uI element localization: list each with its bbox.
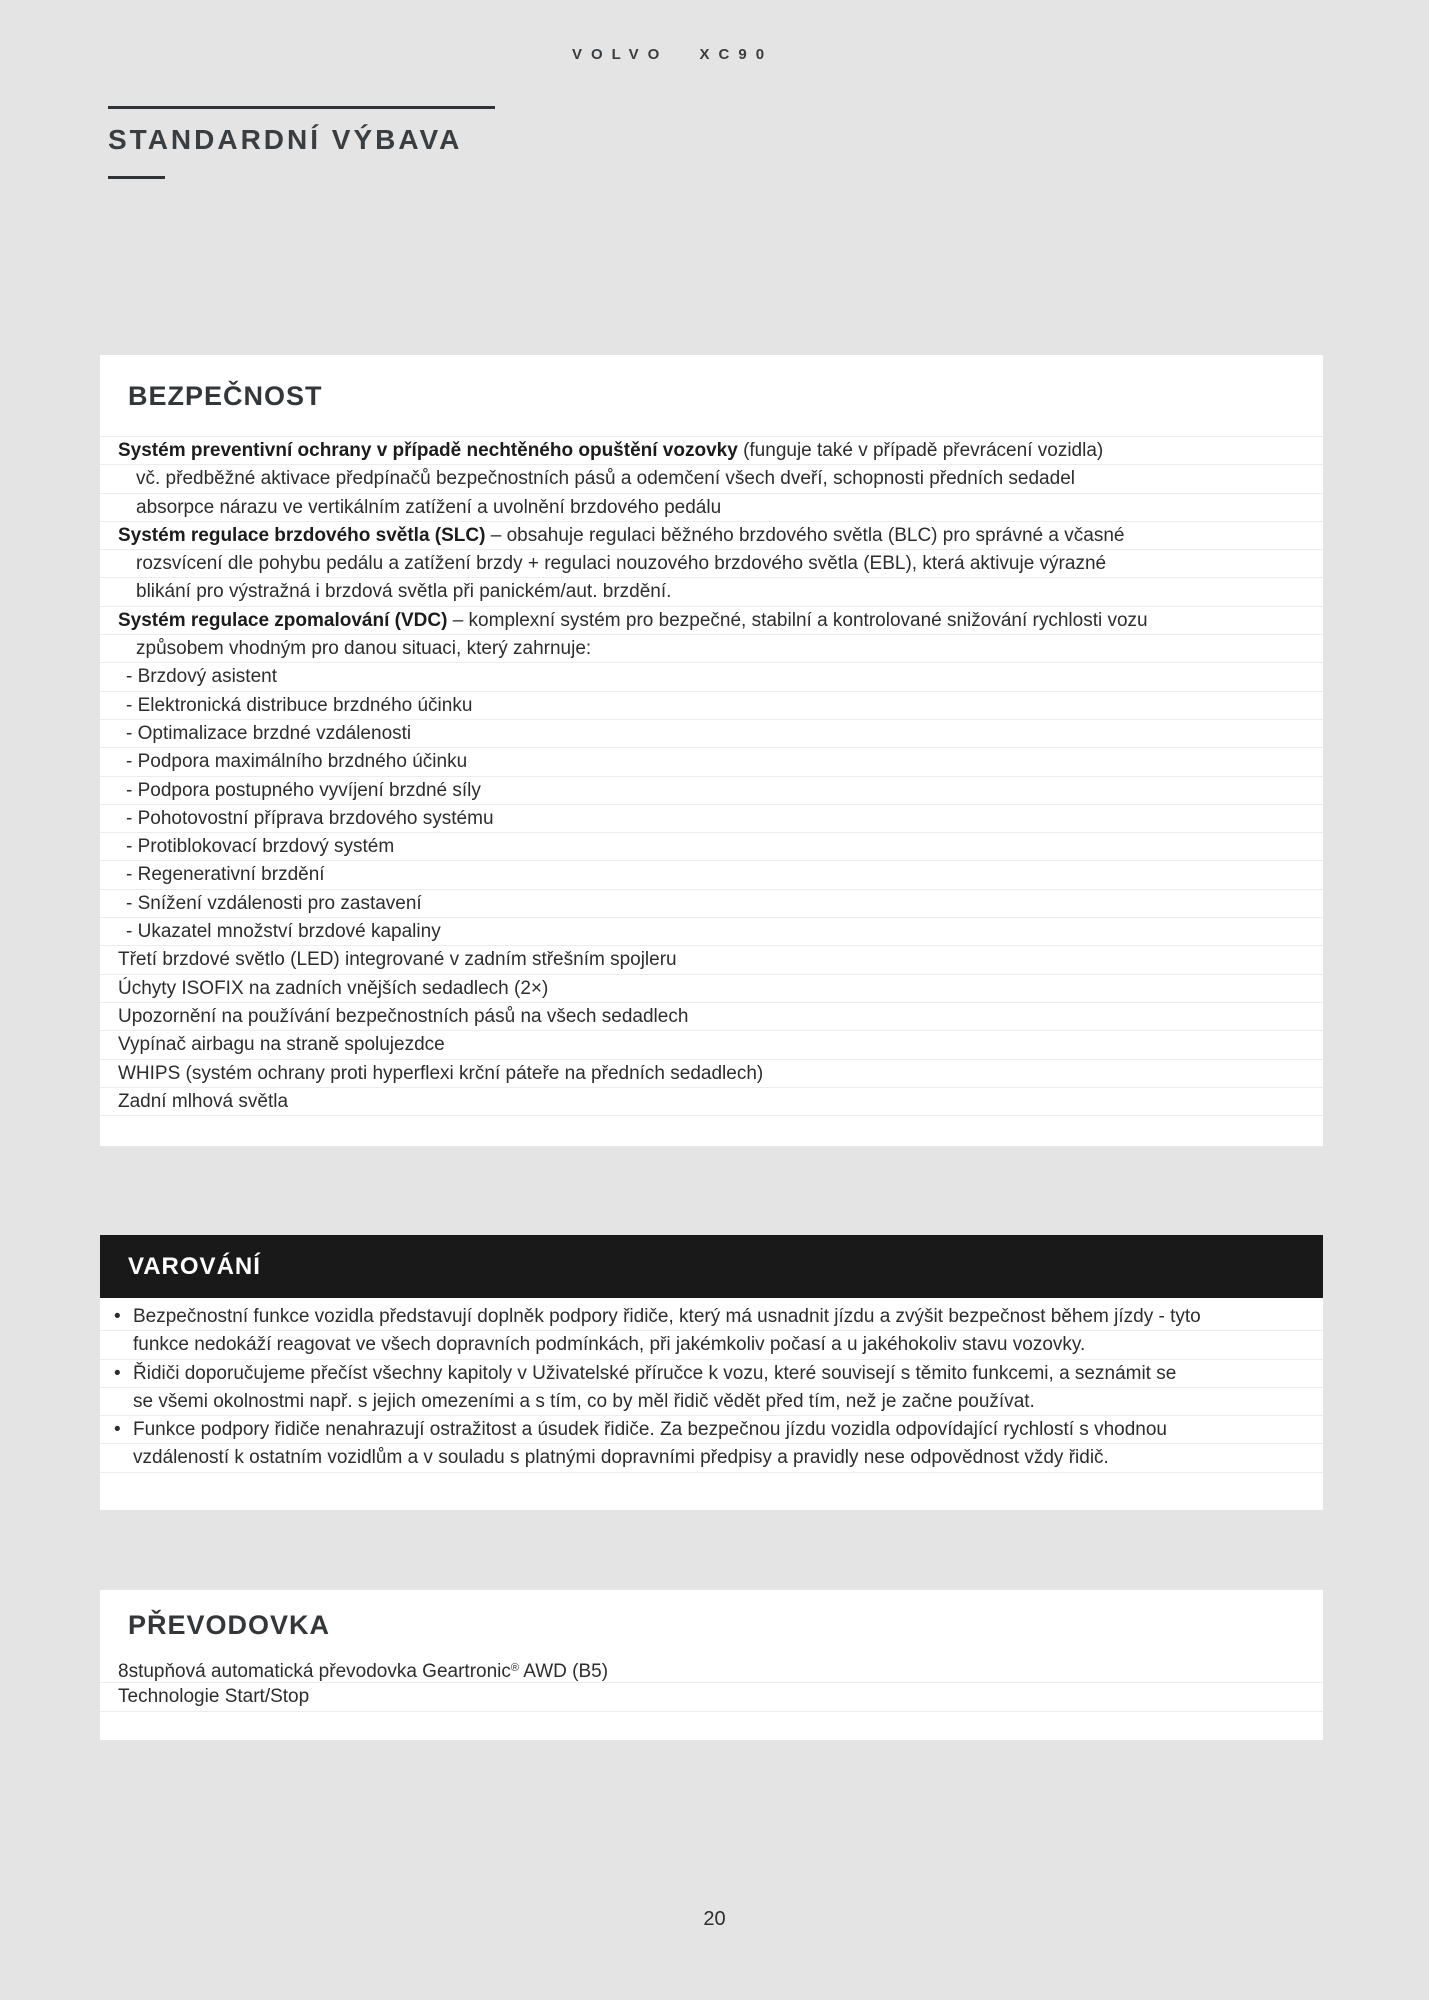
bullet-icon: • xyxy=(114,1362,121,1384)
safety-feature-row: Systém regulace brzdového světla (SLC) – obsahuje regulaci běžného brzdového světla (BLC) pro správné a včasné xyxy=(100,522,1323,550)
section-title-safety: BEZPEČNOST xyxy=(128,381,323,411)
transmission-feature-list xyxy=(100,1655,1323,1712)
safety-feature-row: Třetí brzdové světlo (LED) integrované v zadním střešním spojleru xyxy=(100,946,1323,974)
safety-feature-row: - Podpora maximálního brzdného účinku xyxy=(100,748,1323,776)
warning-row: se všemi okolnostmi např. s jejich omezeními a s tím, co by měl řidič vědět před tím, než je začne používat. xyxy=(100,1388,1323,1416)
safety-feature-row: - Brzdový asistent xyxy=(100,663,1323,691)
safety-feature-row: - Podpora postupného vyvíjení brzdné síly xyxy=(100,777,1323,805)
warning-row: • Řidiči doporučujeme přečíst všechny kapitoly v Uživatelské příručce k vozu, které souvisejí s těmito funkcemi, a seznámit se xyxy=(100,1360,1323,1388)
safety-feature-list xyxy=(100,436,1323,1116)
safety-feature-row: absorpce nárazu ve vertikálním zatížení a uvolnění brzdového pedálu xyxy=(100,494,1323,522)
warning-header-bar xyxy=(100,1235,1323,1298)
safety-feature-row: - Optimalizace brzdné vzdálenosti xyxy=(100,720,1323,748)
warning-row: vzdáleností k ostatním vozidlům a v souladu s platnými dopravními předpisy a pravidly nese odpovědnost vždy řidič. xyxy=(100,1444,1323,1472)
transmission-feature-row: 8stupňová automatická převodovka Geartronic® AWD (B5) xyxy=(100,1655,1323,1683)
title-rule-bottom xyxy=(108,176,165,179)
transmission-feature-row: Technologie Start/Stop xyxy=(100,1683,1323,1711)
warning-list xyxy=(100,1303,1323,1473)
section-card-warning xyxy=(100,1298,1323,1510)
section-card-transmission xyxy=(100,1590,1323,1740)
safety-feature-row: blikání pro výstražná i brzdová světla při panickém/aut. brzdění. xyxy=(100,578,1323,606)
safety-feature-row: - Snížení vzdálenosti pro zastavení xyxy=(100,890,1323,918)
page-number: 20 xyxy=(703,1908,726,1930)
safety-feature-row: - Protiblokovací brzdový systém xyxy=(100,833,1323,861)
safety-feature-row: Systém preventivní ochrany v případě nechtěného opuštění vozovky (funguje také v případě převrácení vozidla) xyxy=(100,437,1323,465)
safety-feature-row: rozsvícení dle pohybu pedálu a zatížení brzdy + regulaci nouzového brzdového světla (EBL), která aktivuje výrazné xyxy=(100,550,1323,578)
section-title-transmission: PŘEVODOVKA xyxy=(128,1610,331,1640)
brand-header: VOLVO XC90 xyxy=(571,46,774,63)
warning-row: funkce nedokáží reagovat ve všech dopravních podmínkách, při jakémkoliv počasí a u jakéhokoliv stavu vozovky. xyxy=(100,1331,1323,1359)
safety-feature-row: - Ukazatel množství brzdové kapaliny xyxy=(100,918,1323,946)
title-rule-top xyxy=(108,106,495,109)
bullet-icon: • xyxy=(114,1306,121,1327)
warning-row: • Funkce podpory řidiče nenahrazují ostražitost a úsudek řidiče. Za bezpečnou jízdu vozidla odpovídající rychlostí s vhodnou xyxy=(100,1416,1323,1444)
safety-feature-row: Upozornění na používání bezpečnostních pásů na všech sedadlech xyxy=(100,1003,1323,1031)
safety-feature-row: způsobem vhodným pro danou situaci, který zahrnuje: xyxy=(100,635,1323,663)
safety-feature-row: Zadní mlhová světla xyxy=(100,1088,1323,1116)
section-card-safety xyxy=(100,355,1323,1146)
safety-feature-row: vč. předběžné aktivace předpínačů bezpečnostních pásů a odemčení všech dveří, schopnosti předních sedadel xyxy=(100,465,1323,493)
safety-feature-row: Systém regulace zpomalování (VDC) – komplexní systém pro bezpečné, stabilní a kontrolované snižování rychlosti vozu xyxy=(100,607,1323,635)
page-title: STANDARDNÍ VÝBAVA xyxy=(108,124,463,155)
safety-feature-row: - Regenerativní brzdění xyxy=(100,861,1323,889)
safety-feature-row: Úchyty ISOFIX na zadních vnějších sedadlech (2×) xyxy=(100,975,1323,1003)
safety-feature-row: - Elektronická distribuce brzdného účinku xyxy=(100,692,1323,720)
safety-feature-row: WHIPS (systém ochrany proti hyperflexi krční páteře na předních sedadlech) xyxy=(100,1060,1323,1088)
safety-feature-row: Vypínač airbagu na straně spolujezdce xyxy=(100,1031,1323,1059)
warning-title: VAROVÁNÍ xyxy=(128,1252,261,1280)
warning-row: • Bezpečnostní funkce vozidla představují doplněk podpory řidiče, který má usnadnit jízdu a zvýšit bezpečnost během jízdy - tyto xyxy=(100,1303,1323,1331)
safety-feature-row: - Pohotovostní příprava brzdového systému xyxy=(100,805,1323,833)
bullet-icon: • xyxy=(114,1419,121,1441)
